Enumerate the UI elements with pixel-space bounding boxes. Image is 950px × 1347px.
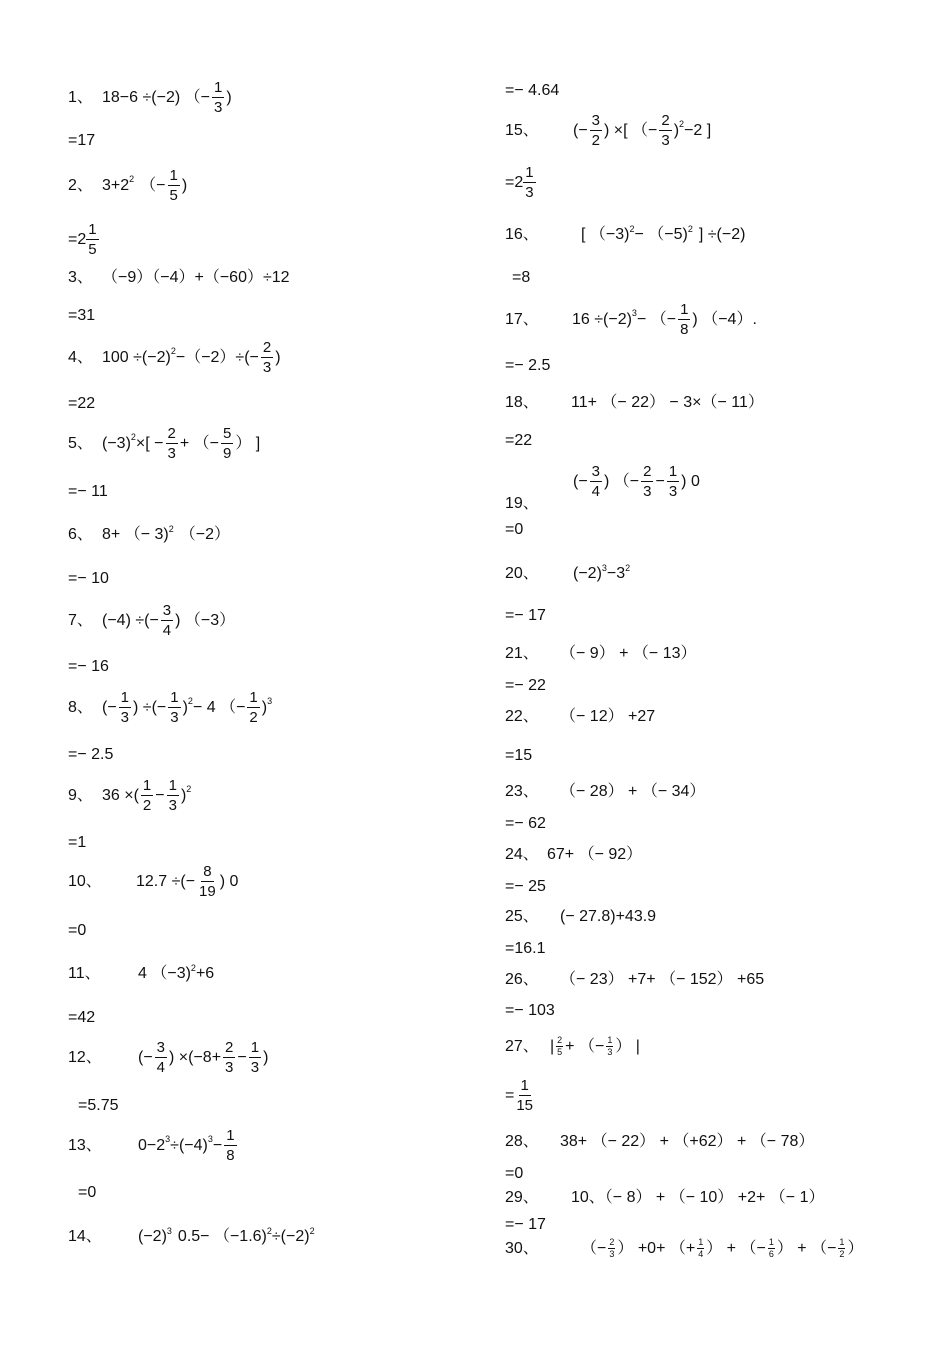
answer-5: =− 11 — [68, 483, 108, 500]
problem-22: 22、 （− 12） +27 — [505, 708, 656, 725]
fraction: $\frac{1}{3}$ — [250, 1039, 260, 1076]
problem-29: 29、 10、（− 8） + （− 10） +2+ （− 1） — [505, 1189, 825, 1206]
answer-15: =2 $\frac{1}{3}$ — [505, 164, 534, 201]
problem-5: 5、 (−3) $^2$ ×[ − $\frac{2}{3}$ + （− $\frac{5}{9}$ ） ] — [68, 425, 261, 462]
fraction: $\frac{2}{3}$ — [661, 112, 670, 149]
problem-20: 20、 (−2) $^3$ −3 $^2$ — [505, 562, 631, 582]
answer-10: =0 — [68, 922, 87, 939]
problem-10: 10、 12.7 ÷(− $\frac{8}{19}$ ) 0 — [68, 863, 239, 900]
problem-3: 3、 （−9）（−4）+（−60）÷12 — [68, 269, 290, 286]
fraction: $\frac{1}{8}$ — [680, 301, 689, 338]
fraction: $\frac{1}{3}$ — [607, 1035, 613, 1057]
fraction: $\frac{1}{6}$ — [768, 1237, 774, 1259]
answer-14: =− 4.64 — [505, 82, 560, 99]
problem-13: 13、 0−2 $^3$ ÷(−4) $^3$ − $\frac{1}{8}$ — [68, 1127, 235, 1164]
problem-16: 16、 [ （−3) $^2$ − （−5) $^2$ ] ÷(−2) — [505, 223, 746, 243]
fraction: $\frac{2}{3}$ — [225, 1039, 234, 1076]
problem-6: 6、 8+ （− 3) $^2$ （−2） — [68, 523, 230, 543]
answer-22: =15 — [505, 747, 533, 764]
problem-27: 27、 | $\frac{2}{5}$ + （− $\frac{1}{3}$ ） | — [505, 1035, 640, 1057]
fraction: $\frac{1}{3}$ — [168, 777, 177, 814]
answer-20: =− 17 — [505, 607, 546, 624]
problem-24: 24、 67+ （− 92） — [505, 846, 643, 863]
fraction: $\frac{1}{8}$ — [226, 1127, 235, 1164]
fraction: $\frac{1}{4}$ — [698, 1237, 704, 1259]
answer-21: =− 22 — [505, 677, 546, 694]
answer-7: =− 16 — [68, 658, 109, 675]
answer-9: =1 — [68, 834, 87, 851]
problem-1: 1、 18−6 ÷(−2) （− $\frac{1}{3}$ ) — [68, 79, 232, 116]
fraction: $\frac{2}{3}$ — [643, 463, 652, 500]
fraction: $\frac{1}{3}$ — [525, 164, 534, 201]
fraction: $\frac{3}{2}$ — [591, 112, 601, 149]
fraction: $\frac{3}{4}$ — [162, 602, 172, 639]
problem-19-number: 19、 — [505, 495, 539, 512]
answer-26: =− 103 — [505, 1002, 555, 1019]
fraction: $\frac{3}{4}$ — [591, 463, 601, 500]
answer-13: =0 — [78, 1184, 97, 1201]
problem-19-expression: (− $\frac{3}{4}$ ) （− $\frac{2}{3}$ − $\frac{1}{3}$ ) 0 — [573, 463, 700, 500]
answer-3: =31 — [68, 307, 96, 324]
fraction: $\frac{1}{5}$ — [88, 221, 97, 258]
fraction: $\frac{2}{3}$ — [167, 425, 176, 462]
problem-23: 23、 （− 28） + （− 34） — [505, 783, 706, 800]
answer-16: =8 — [512, 269, 531, 286]
answer-24: =− 25 — [505, 878, 546, 895]
problem-15: 15、 (− $\frac{3}{2}$ ) ×[ （− $\frac{2}{3}$ ) $^2$ −2 ] — [505, 112, 712, 149]
fraction: $\frac{1}{2}$ — [142, 777, 152, 814]
answer-23: =− 62 — [505, 815, 546, 832]
problem-28: 28、 38+ （− 22） + （+62） + （− 78） — [505, 1133, 815, 1150]
answer-2: =2 $\frac{1}{5}$ — [68, 221, 97, 258]
fraction: $\frac{2}{3}$ — [262, 339, 272, 376]
answer-6: =− 10 — [68, 570, 109, 587]
fraction: $\frac{1}{3}$ — [668, 463, 678, 500]
fraction: $\frac{1}{3}$ — [170, 689, 179, 726]
answer-18: =22 — [505, 432, 533, 449]
answer-29: =− 17 — [505, 1216, 546, 1233]
problem-14: 14、 (−2) $^3$ 0.5− （−1.6) $^2$ ÷(−2) $^2$ — [68, 1225, 315, 1245]
problem-18: 18、 11+ （− 22） − 3×（− 11） — [505, 394, 764, 411]
problem-11: 11、 4 （−3) $^2$ +6 — [68, 962, 215, 982]
answer-17: =− 2.5 — [505, 357, 551, 374]
problem-1-expression: 18−6 ÷(−2) （− $\frac{1}{3}$ ) — [102, 79, 232, 116]
problem-30: 30、 （− $\frac{2}{3}$ ） +0+ （+ $\frac{1}{4}$ ） + （− $\frac{1}{6}$ ） + （− $\frac{1}{2}$ ） — [505, 1237, 864, 1259]
answer-19: =0 — [505, 521, 524, 538]
problem-4: 4、 100 ÷(−2) $^2$ −（−2）÷(− $\frac{2}{3}$ ) — [68, 339, 281, 376]
answer-12: =5.75 — [78, 1097, 119, 1114]
problem-26: 26、 （− 23） +7+ （− 152） +65 — [505, 971, 765, 988]
problem-21: 21、 （− 9） + （− 13） — [505, 645, 697, 662]
fraction: $\frac{1}{2}$ — [249, 689, 258, 726]
problem-12: 12、 (− $\frac{3}{4}$ ) ×(−8+ $\frac{2}{3}$ − $\frac{1}{3}$ ) — [68, 1039, 269, 1076]
answer-11: =42 — [68, 1009, 96, 1026]
answer-28: =0 — [505, 1165, 524, 1182]
answer-1: =17 — [68, 132, 96, 149]
problem-2: 2、 3+2 $^2$ （− $\frac{1}{5}$ ) — [68, 167, 188, 204]
answer-27: = $\frac{1}{15}$ — [505, 1077, 534, 1114]
answer-4: =22 — [68, 395, 96, 412]
fraction: $\frac{1}{5}$ — [169, 167, 178, 204]
problem-8: 8、 (− $\frac{1}{3}$ ) ÷(− $\frac{1}{3}$ ) $^2$ − 4 （− $\frac{1}{2}$ ) $^3$ — [68, 689, 273, 726]
fraction: $\frac{5}{9}$ — [222, 425, 232, 462]
problem-17: 17、 16 ÷(−2) $^3$ − （− $\frac{1}{8}$ ) （−4）. — [505, 301, 757, 338]
fraction: $\frac{3}{4}$ — [156, 1039, 166, 1076]
problem-9: 9、 36 ×( $\frac{1}{2}$ − $\frac{1}{3}$ ) $^2$ — [68, 777, 192, 814]
problem-25: 25、 (− 27.8)+43.9 — [505, 908, 657, 925]
fraction: $\frac{1}{3}$ — [213, 79, 223, 116]
fraction: $\frac{2}{5}$ — [557, 1035, 563, 1057]
answer-8: =− 2.5 — [68, 746, 114, 763]
fraction: $\frac{2}{3}$ — [609, 1237, 615, 1259]
fraction: $\frac{1}{2}$ — [839, 1237, 845, 1259]
fraction: $\frac{1}{3}$ — [120, 689, 130, 726]
answer-25: =16.1 — [505, 940, 546, 957]
fraction: $\frac{1}{15}$ — [516, 1077, 534, 1114]
problem-7: 7、 (−4) ÷(− $\frac{3}{4}$ ) （−3） — [68, 602, 236, 639]
fraction: $\frac{8}{19}$ — [199, 863, 216, 900]
